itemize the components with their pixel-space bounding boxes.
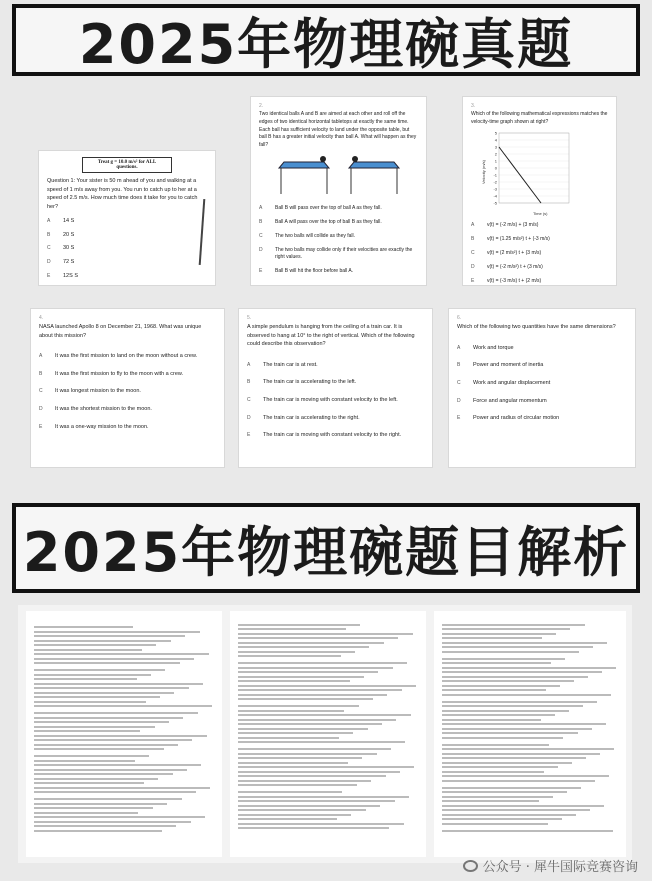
text-line <box>34 705 212 707</box>
text-line <box>442 757 586 759</box>
text-line <box>238 642 384 644</box>
option-b <box>247 374 424 392</box>
option-text: The train car is accelerating to the left. <box>263 379 357 386</box>
text-line <box>34 649 142 651</box>
text-line <box>238 814 351 816</box>
text-line <box>238 800 395 802</box>
text-line <box>442 637 542 639</box>
option-d <box>457 393 627 411</box>
option-letter: A <box>457 344 461 351</box>
y-tick-label: 2 <box>494 151 497 156</box>
option-text: It was the first mission to land on the moon without a crew. <box>55 353 198 360</box>
text-line <box>442 805 604 807</box>
y-axis-label: Velocity (m/s) <box>481 159 486 184</box>
text-line <box>442 766 558 768</box>
x-axis-label: Time (s) <box>533 210 548 216</box>
solutions-page-3 <box>434 611 626 857</box>
option-letter: C <box>39 388 43 395</box>
text-line <box>442 748 614 750</box>
text-line <box>442 775 609 777</box>
text-line <box>238 705 359 707</box>
y-tick-label: 5 <box>494 130 497 135</box>
text-line <box>34 644 156 646</box>
text-line <box>442 694 611 696</box>
option-letter: D <box>457 397 461 404</box>
text-line <box>442 771 544 773</box>
text-line <box>34 717 183 719</box>
option-d <box>471 261 608 275</box>
text-line <box>34 726 155 728</box>
text-line <box>442 633 556 635</box>
text-line <box>238 784 357 786</box>
text-line <box>238 791 342 793</box>
text-line <box>442 823 548 825</box>
option-text: It was longest mission to the moon. <box>55 388 141 395</box>
text-line <box>442 710 569 712</box>
text-line <box>238 667 393 669</box>
text-line <box>34 798 182 800</box>
text-line <box>34 712 198 714</box>
text-line <box>238 719 396 721</box>
page-number: 5. <box>247 315 252 321</box>
option-a <box>47 215 207 229</box>
option-text: The two balls may collide only if their velocities are exactly the right values. <box>275 247 413 261</box>
top-title: 2025年物理碗真题 <box>78 12 574 76</box>
text-line <box>34 701 146 703</box>
option-b <box>39 366 216 384</box>
text-line <box>34 791 196 793</box>
text-line <box>238 805 380 807</box>
option-a <box>457 340 627 358</box>
text-line <box>442 705 583 707</box>
text-line <box>442 671 602 673</box>
text-line <box>442 680 574 682</box>
text-line <box>34 760 135 762</box>
option-letter: B <box>471 236 475 242</box>
option-d <box>47 256 207 270</box>
option-c <box>47 242 207 256</box>
text-line <box>442 719 541 721</box>
text-line <box>34 735 207 737</box>
option-text: v(t) = (2 m/s²) t + (3 m/s) <box>487 250 542 256</box>
text-line <box>238 732 353 734</box>
option-d <box>39 401 216 419</box>
y-tick-label: -3 <box>493 186 497 191</box>
page-number: 6. <box>457 315 462 321</box>
option-b <box>259 216 418 230</box>
exam-page-5 <box>238 308 433 468</box>
text-line <box>238 637 398 639</box>
text-line <box>34 769 187 771</box>
text-line <box>238 728 368 730</box>
options-list <box>259 202 418 279</box>
option-text: v(t) = (-2 m/s²) t + (3 m/s) <box>487 264 543 270</box>
option-text: Power and moment of inertia <box>473 362 544 369</box>
option-letter: B <box>259 219 263 226</box>
text-line <box>238 710 344 712</box>
text-line <box>34 730 140 732</box>
option-letter: C <box>47 245 51 252</box>
option-e <box>259 265 418 279</box>
text-line <box>238 646 369 648</box>
text-line <box>238 694 387 696</box>
text-line <box>238 662 407 664</box>
option-letter: E <box>39 423 43 430</box>
option-c <box>457 375 627 393</box>
options-list <box>47 215 207 283</box>
option-letter: A <box>259 205 263 212</box>
text-line <box>238 624 360 626</box>
text-line <box>34 683 203 685</box>
text-line <box>34 782 144 784</box>
question-text: NASA launched Apollo 8 on December 21, 1968. What was unique about this mission? <box>39 324 202 339</box>
option-c <box>259 230 418 244</box>
text-line <box>238 698 373 700</box>
text-line <box>238 737 339 739</box>
question-text: Which of the following two quantities have the same dimensions? <box>457 324 616 330</box>
option-text: Work and angular displacement <box>473 379 551 386</box>
option-text: Ball B will pass over the top of ball A as they fall. <box>275 205 382 212</box>
text-line <box>34 812 138 814</box>
question-text: Which of the following mathematical expressions matches the velocity-time graph shown at right? <box>471 111 608 125</box>
exam-page-4 <box>30 308 225 468</box>
text-line <box>34 778 158 780</box>
text-line <box>442 762 572 764</box>
text-line <box>442 780 595 782</box>
text-line <box>238 809 366 811</box>
text-line <box>34 830 162 832</box>
text-line <box>34 626 133 628</box>
option-d <box>247 410 424 428</box>
option-text: The train car is moving with constant velocity to the right. <box>263 432 402 439</box>
solutions-page-1 <box>26 611 222 857</box>
text-line <box>34 755 149 757</box>
wechat-icon <box>463 860 478 872</box>
text-line <box>442 753 600 755</box>
option-text: It was a one-way mission to the moon. <box>55 423 149 430</box>
option-letter: C <box>471 250 475 256</box>
option-text: 14 S <box>63 218 75 225</box>
question-text: Two identical balls A and B are aimed at each other and roll off the edges of two identical horizontal tabletops at exactly the same time. Each ball has sufficient velocity to land under the opposite table, but ball B has a greater initial velocity than ball A. What will happen as they fall? <box>259 111 417 148</box>
text-line <box>442 796 553 798</box>
text-line <box>34 631 200 633</box>
text-line <box>238 723 382 725</box>
text-line <box>442 662 551 664</box>
text-line <box>442 744 549 746</box>
text-line <box>34 787 210 789</box>
question-text: Question 1: Your sister is 50 m ahead of you and walking at a speed of 1 m/s away from you. You run to catch up to her at a speed of 2.5 m/s. How much time does it take for you to catch her? <box>47 178 198 210</box>
text-line <box>34 825 176 827</box>
option-letter: B <box>457 362 461 369</box>
y-tick-label: -1 <box>493 172 497 177</box>
option-text: v(t) = (1.25 m/s²) t + (-3 m/s) <box>487 236 550 242</box>
option-letter: A <box>247 361 251 368</box>
text-line <box>238 762 348 764</box>
text-line <box>442 728 592 730</box>
text-line <box>34 816 205 818</box>
option-a <box>471 219 608 233</box>
text-line <box>34 739 192 741</box>
text-line <box>238 689 402 691</box>
watermark-text: 公众号 · 犀牛国际竞赛咨询 <box>482 860 638 875</box>
option-text: Force and angular momentum <box>473 397 547 404</box>
text-line <box>442 732 578 734</box>
text-line <box>238 741 405 743</box>
text-line <box>34 696 160 698</box>
top-title-banner <box>12 4 640 76</box>
y-tick-label: -2 <box>493 179 497 184</box>
option-letter: E <box>259 268 263 275</box>
text-line <box>238 796 409 798</box>
option-text: Ball A will pass over the top of ball B as they fall. <box>275 219 382 226</box>
option-letter: C <box>457 379 461 386</box>
option-text: 30 S <box>63 245 75 252</box>
text-line <box>34 692 174 694</box>
option-e <box>39 419 216 437</box>
text-line <box>442 624 585 626</box>
option-letter: D <box>259 247 263 254</box>
text-line <box>34 674 151 676</box>
options-list <box>457 340 627 428</box>
watermark <box>463 856 638 875</box>
text-line <box>238 676 364 678</box>
options-list <box>471 219 608 287</box>
text-line <box>442 667 616 669</box>
text-line <box>442 676 588 678</box>
exam-page-1 <box>38 150 216 286</box>
option-e <box>247 427 424 445</box>
text-line <box>34 678 137 680</box>
page-number: 4. <box>39 315 44 321</box>
option-a <box>259 202 418 216</box>
bottom-title-banner <box>12 503 640 593</box>
text-line <box>442 791 567 793</box>
question-text: A simple pendulum is hanging from the ceiling of a train car. It is observed to hang at 10° to the right of vertical. Which of the following could describe this observation? <box>247 324 415 348</box>
text-line <box>442 651 579 653</box>
text-line <box>238 628 346 630</box>
option-letter: B <box>47 231 51 238</box>
option-b <box>47 229 207 243</box>
text-line <box>442 814 576 816</box>
text-line <box>238 633 413 635</box>
text-line <box>34 821 191 823</box>
option-e <box>471 275 608 287</box>
option-text: The train car is accelerating to the right. <box>263 414 360 421</box>
option-text: The two balls will collide as they fall. <box>275 233 356 240</box>
text-line <box>34 773 173 775</box>
text-line <box>442 787 581 789</box>
text-line <box>238 757 362 759</box>
option-letter: A <box>471 222 475 228</box>
text-line <box>34 803 167 805</box>
text-line <box>442 800 539 802</box>
text-line <box>442 628 570 630</box>
text-line <box>442 658 565 660</box>
option-b <box>471 233 608 247</box>
option-b <box>457 357 627 375</box>
option-letter: E <box>247 432 251 439</box>
option-text: It was the first mission to fly to the moon with a crew. <box>55 370 184 377</box>
option-text: v(t) = (-3 m/s) t + (2 m/s) <box>487 278 542 284</box>
option-letter: A <box>39 353 43 360</box>
text-line <box>238 827 389 829</box>
option-text: The train car is at rest. <box>263 361 318 368</box>
option-text: 72 S <box>63 259 75 266</box>
options-list <box>39 348 216 436</box>
text-line <box>34 764 201 766</box>
option-letter: E <box>457 415 461 422</box>
text-line <box>238 823 404 825</box>
text-line <box>238 775 386 777</box>
text-line <box>34 744 178 746</box>
text-line <box>238 766 414 768</box>
text-line <box>238 780 371 782</box>
text-line <box>34 635 185 637</box>
text-line <box>442 685 560 687</box>
text-line <box>442 818 562 820</box>
text-line <box>238 714 411 716</box>
text-line <box>442 737 563 739</box>
option-text: Ball B will hit the floor before ball A. <box>275 268 354 275</box>
option-text: Work and torque <box>473 344 514 351</box>
option-c <box>471 247 608 261</box>
text-line <box>442 646 593 648</box>
option-letter: D <box>47 259 51 266</box>
option-letter: C <box>259 233 263 240</box>
solutions-page-2 <box>230 611 426 857</box>
text-line <box>34 669 165 671</box>
page-number: 2. <box>259 103 264 109</box>
y-tick-label: 3 <box>494 144 497 149</box>
option-text: The train car is moving with constant velocity to the left. <box>263 396 398 403</box>
option-letter: D <box>247 414 251 421</box>
option-letter: A <box>47 218 51 225</box>
text-line <box>238 771 400 773</box>
text-line <box>238 671 378 673</box>
text-line <box>34 687 189 689</box>
option-text: It was the shortest mission to the moon. <box>55 406 152 413</box>
text-line <box>34 662 180 664</box>
option-text: 12S S <box>63 272 78 279</box>
text-line <box>238 680 350 682</box>
option-letter: E <box>471 278 475 284</box>
option-e <box>47 270 207 284</box>
text-line <box>238 655 341 657</box>
exam-page-3 <box>462 96 617 286</box>
options-list <box>247 357 424 445</box>
text-line <box>34 658 194 660</box>
option-e <box>457 410 627 428</box>
text-line <box>34 653 209 655</box>
text-line <box>238 685 416 687</box>
option-letter: D <box>39 406 43 413</box>
text-line <box>238 753 377 755</box>
page-number: 3. <box>471 103 476 109</box>
option-letter: E <box>47 272 51 279</box>
text-line <box>34 640 171 642</box>
option-c <box>39 383 216 401</box>
option-a <box>39 348 216 366</box>
text-line <box>238 651 355 653</box>
y-tick-label: 0 <box>494 165 497 170</box>
y-tick-label: -4 <box>493 193 497 198</box>
text-line <box>442 723 606 725</box>
text-line <box>34 807 153 809</box>
tables-diagram <box>259 154 419 198</box>
text-line <box>442 689 546 691</box>
text-line <box>442 809 590 811</box>
text-line <box>442 830 613 832</box>
option-letter: D <box>471 264 475 270</box>
option-a <box>247 357 424 375</box>
bottom-title: 2025年物理碗题目解析 <box>22 520 630 584</box>
y-tick-label: 4 <box>494 137 497 142</box>
y-tick-label: -5 <box>493 200 497 205</box>
text-line <box>442 642 607 644</box>
text-line <box>442 701 597 703</box>
text-line <box>34 721 169 723</box>
option-text: 20 S <box>63 231 75 238</box>
option-letter: C <box>247 396 251 403</box>
text-line <box>442 714 555 716</box>
y-tick-label: 1 <box>494 158 497 163</box>
option-text: v(t) = (-2 m/s) + (3 m/s) <box>487 222 539 228</box>
option-c <box>247 392 424 410</box>
option-d <box>259 244 418 265</box>
exam-page-2 <box>250 96 427 286</box>
gravity-note: Treat g = 10.0 m/s² for ALL questions. <box>82 157 172 173</box>
velocity-time-graph <box>481 129 581 217</box>
solutions-document <box>18 605 632 863</box>
exam-page-6 <box>448 308 636 468</box>
text-line <box>238 818 337 820</box>
option-letter: B <box>247 379 251 386</box>
option-letter: B <box>39 370 43 377</box>
text-line <box>34 748 164 750</box>
text-line <box>238 748 391 750</box>
option-text: Power and radius of circular motion <box>473 415 560 422</box>
